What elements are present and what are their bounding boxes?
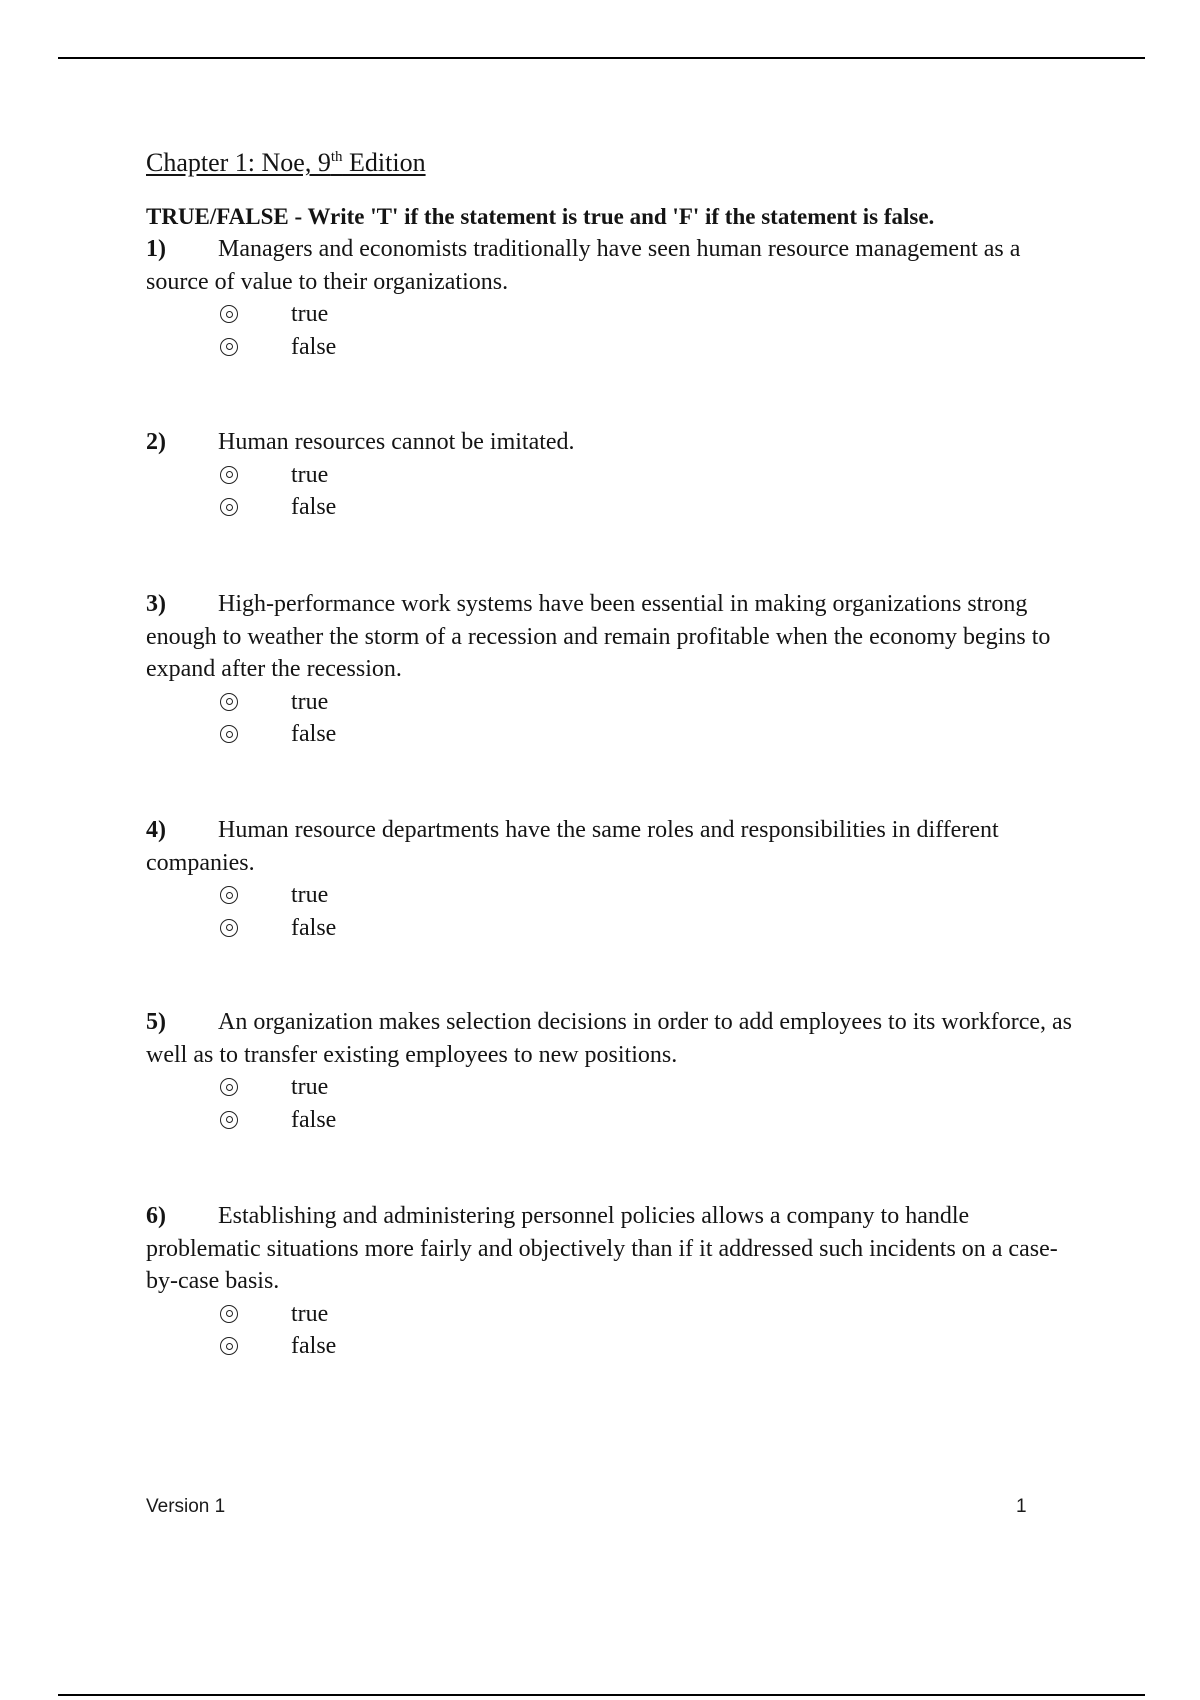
question-line: by-case basis. xyxy=(146,1268,280,1294)
question-number: 2) xyxy=(146,429,166,455)
question-line xyxy=(146,1200,1058,1233)
question-1 xyxy=(146,233,1020,363)
question-number: 3) xyxy=(146,591,166,617)
title-superscript: th xyxy=(330,149,343,165)
option-true xyxy=(146,686,1050,719)
option-label: false xyxy=(291,1333,337,1359)
question-line: enough to weather the storm of a recession and remain profitable when the economy begins to xyxy=(146,623,1051,650)
option-false xyxy=(146,331,1020,364)
page-number: 1 xyxy=(1016,1496,1027,1517)
radio-circle-icon xyxy=(220,1078,238,1096)
question-line xyxy=(146,233,1020,266)
option-label: true xyxy=(291,688,329,715)
question-5 xyxy=(146,1006,1072,1136)
radio-circle-icon xyxy=(220,1305,238,1323)
question-line: source of value to their organizations. xyxy=(146,268,509,295)
top-rule xyxy=(58,57,1145,59)
question-line: companies. xyxy=(146,849,255,876)
question-line xyxy=(146,814,999,847)
question-6 xyxy=(146,1200,1058,1363)
option-false xyxy=(146,491,575,524)
question-line xyxy=(146,426,575,459)
question-text: Establishing and administering personnel policies allows a company to handle xyxy=(218,1203,970,1229)
question-line xyxy=(146,588,1050,621)
question-text: An organization makes selection decisions in order to add employees to its workforce, as xyxy=(218,1009,1072,1035)
radio-circle-icon xyxy=(220,305,238,323)
radio-circle-icon xyxy=(220,886,238,904)
question-text: Human resources cannot be imitated. xyxy=(218,429,575,455)
radio-circle-icon xyxy=(220,725,238,743)
question-2 xyxy=(146,426,575,524)
option-true xyxy=(146,1298,1058,1331)
option-label: true xyxy=(291,461,329,488)
radio-circle-icon xyxy=(220,919,238,937)
question-line xyxy=(146,1006,1072,1039)
footer-version: Version 1 xyxy=(146,1496,226,1517)
question-text: Managers and economists traditionally have seen human resource management as a xyxy=(218,236,1021,262)
option-label: true xyxy=(291,882,329,908)
question-number: 6) xyxy=(146,1203,166,1229)
question-text: Human resource departments have the same roles and responsibilities in different xyxy=(218,817,999,843)
option-label: false xyxy=(291,494,337,520)
option-true xyxy=(146,879,999,912)
question-number: 5) xyxy=(146,1009,166,1035)
option-true xyxy=(146,1071,1072,1104)
question-number: 1) xyxy=(146,236,166,262)
title-prefix: Chapter 1: Noe, 9 xyxy=(146,148,331,177)
radio-circle-icon xyxy=(220,498,238,516)
question-text: High-performance work systems have been essential in making organizations strong xyxy=(218,591,1028,617)
option-label: false xyxy=(291,1106,337,1133)
option-label: true xyxy=(291,301,329,327)
option-label: false xyxy=(291,721,337,747)
radio-circle-icon xyxy=(220,338,238,356)
question-line: well as to transfer existing employees to new positions. xyxy=(146,1041,678,1068)
question-4 xyxy=(146,814,999,944)
radio-circle-icon xyxy=(220,1337,238,1355)
page-title xyxy=(146,146,426,180)
radio-circle-icon xyxy=(220,1111,238,1129)
option-false xyxy=(146,718,1050,751)
question-line: problematic situations more fairly and objectively than if it addressed such incidents on a case- xyxy=(146,1235,1058,1262)
option-label: false xyxy=(291,333,337,360)
question-line: expand after the recession. xyxy=(146,656,402,682)
radio-circle-icon xyxy=(220,693,238,711)
option-true xyxy=(146,459,575,492)
option-label: true xyxy=(291,1300,329,1327)
bottom-rule xyxy=(58,1694,1145,1696)
question-number: 4) xyxy=(146,817,166,843)
option-true xyxy=(146,298,1020,331)
option-label: true xyxy=(291,1074,329,1100)
option-false xyxy=(146,1104,1072,1137)
option-false xyxy=(146,912,999,945)
option-false xyxy=(146,1330,1058,1363)
option-label: false xyxy=(291,914,337,941)
title-suffix: Edition xyxy=(342,148,426,177)
instructions: TRUE/FALSE - Write 'T' if the statement is true and 'F' if the statement is false. xyxy=(146,204,935,229)
question-3 xyxy=(146,588,1050,751)
radio-circle-icon xyxy=(220,466,238,484)
